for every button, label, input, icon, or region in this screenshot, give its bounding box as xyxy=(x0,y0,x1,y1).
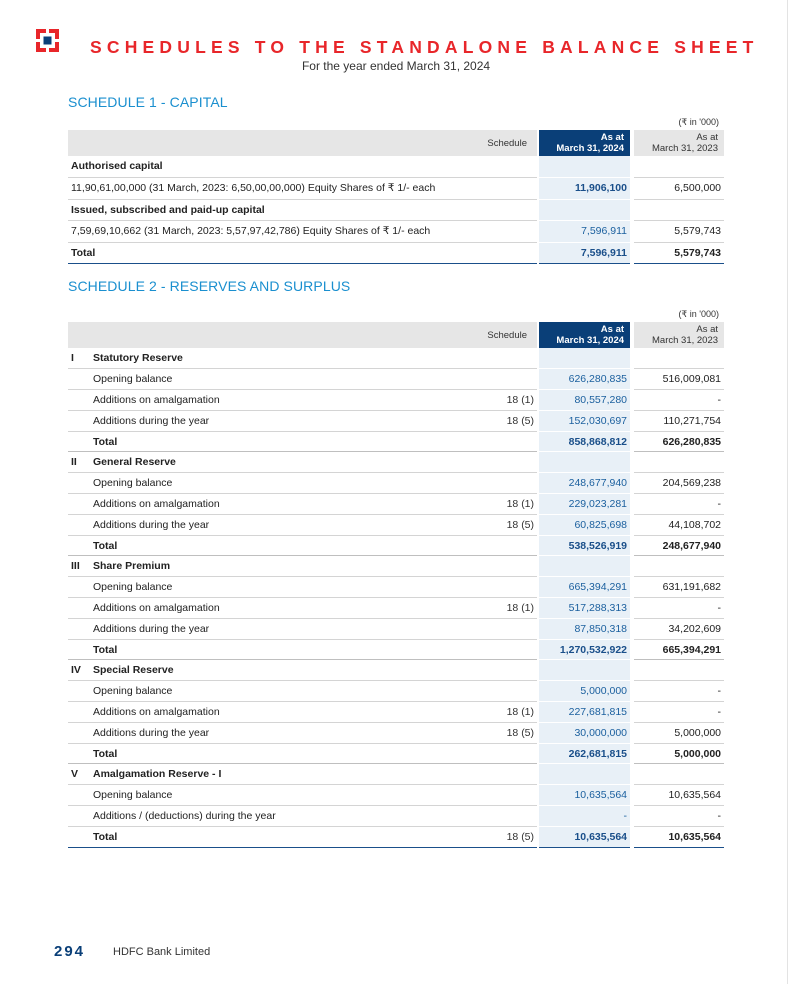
current-year-value: 248,677,940 xyxy=(539,473,630,494)
previous-year-header: As at March 31, 2023 xyxy=(634,322,724,348)
current-year-value: 227,681,815 xyxy=(539,702,630,723)
table-total-row xyxy=(68,639,724,660)
table-row xyxy=(68,702,724,723)
schedule-ref xyxy=(465,681,537,702)
section-title: Special Reserve xyxy=(90,660,537,681)
table-row xyxy=(68,618,724,639)
schedule-ref xyxy=(465,639,537,660)
schedule-2-heading: SCHEDULE 2 - RESERVES AND SURPLUS xyxy=(68,278,351,294)
row-label: Total xyxy=(90,535,465,556)
current-year-header: As at March 31, 2024 xyxy=(539,130,630,156)
table-row: Issued, subscribed and paid-up capital xyxy=(68,199,724,220)
schedule-ref xyxy=(465,785,537,806)
row-label: Opening balance xyxy=(90,369,465,390)
row-label: Additions during the year xyxy=(90,618,465,639)
page-number: 294 xyxy=(54,943,86,960)
schedule-ref xyxy=(465,473,537,494)
section-header-row xyxy=(68,348,724,369)
section-header-row xyxy=(68,764,724,785)
previous-year-value: 248,677,940 xyxy=(634,535,724,556)
table-row xyxy=(68,514,724,535)
table-row xyxy=(68,722,724,743)
current-year-value: 858,868,812 xyxy=(539,431,630,452)
previous-year-value: 204,569,238 xyxy=(634,473,724,494)
previous-year-value: 665,394,291 xyxy=(634,639,724,660)
previous-year-value: 5,000,000 xyxy=(634,743,724,764)
section-numeral: IV xyxy=(68,660,90,681)
table-header-row xyxy=(68,130,724,156)
schedule-1-units: (₹ in '000) xyxy=(678,117,719,127)
section-title: Amalgamation Reserve - I xyxy=(90,764,537,785)
table-header-row xyxy=(68,322,724,348)
previous-year-value: - xyxy=(634,806,724,827)
row-label: Additions during the year xyxy=(90,514,465,535)
footer-company-name: HDFC Bank Limited xyxy=(113,946,211,958)
section-numeral: I xyxy=(68,348,90,369)
previous-year-value: 110,271,754 xyxy=(634,410,724,431)
schedule-ref: 18 (1) xyxy=(465,598,537,619)
row-label: Opening balance xyxy=(90,785,465,806)
schedule-ref: 18 (1) xyxy=(465,702,537,723)
schedule-ref: 18 (1) xyxy=(465,390,537,411)
current-year-value: 152,030,697 xyxy=(539,410,630,431)
previous-year-value: - xyxy=(634,702,724,723)
table-row xyxy=(68,598,724,619)
schedule-2-units: (₹ in '000) xyxy=(678,309,719,319)
schedule-ref: 18 (1) xyxy=(465,494,537,515)
schedule-ref xyxy=(465,369,537,390)
current-year-value: 262,681,815 xyxy=(539,743,630,764)
current-year-value: 229,023,281 xyxy=(539,494,630,515)
schedule-ref: 18 (5) xyxy=(465,514,537,535)
row-label: Total xyxy=(90,743,465,764)
table-total-row xyxy=(68,431,724,452)
schedule-ref xyxy=(465,535,537,556)
table-row xyxy=(68,390,724,411)
schedule-ref: 18 (5) xyxy=(465,722,537,743)
table-row xyxy=(68,494,724,515)
row-label: Opening balance xyxy=(90,577,465,598)
row-label: Additions on amalgamation xyxy=(90,702,465,723)
current-year-value: 5,000,000 xyxy=(539,681,630,702)
previous-year-value: - xyxy=(634,681,724,702)
row-label: Additions on amalgamation xyxy=(90,390,465,411)
section-header-row xyxy=(68,556,724,577)
page-title: SCHEDULES TO THE STANDALONE BALANCE SHEET xyxy=(90,37,759,57)
schedule-ref: 18 (5) xyxy=(465,826,537,847)
current-year-value: 517,288,313 xyxy=(539,598,630,619)
previous-year-value: 10,635,564 xyxy=(634,785,724,806)
current-year-value: 665,394,291 xyxy=(539,577,630,598)
row-label: Additions / (deductions) during the year xyxy=(90,806,465,827)
schedule-ref: 18 (5) xyxy=(465,410,537,431)
section-numeral: V xyxy=(68,764,90,785)
row-label: Total xyxy=(90,431,465,452)
schedule-ref xyxy=(465,577,537,598)
schedule-column-header: Schedule xyxy=(68,322,537,348)
previous-year-value: - xyxy=(634,494,724,515)
table-total-row xyxy=(68,535,724,556)
table-row xyxy=(68,577,724,598)
schedule-ref xyxy=(465,806,537,827)
previous-year-value: 631,191,682 xyxy=(634,577,724,598)
table-row xyxy=(68,369,724,390)
table-row: 11,90,61,00,000 (31 March, 2023: 6,50,00,00,000) Equity Shares of ₹ 1/- each 11,906,100 6,500,000 xyxy=(68,177,724,199)
previous-year-value: 44,108,702 xyxy=(634,514,724,535)
row-label: Additions on amalgamation xyxy=(90,494,465,515)
row-label: Total xyxy=(90,826,465,847)
section-title: Share Premium xyxy=(90,556,537,577)
row-label: Additions during the year xyxy=(90,722,465,743)
previous-year-value: 626,280,835 xyxy=(634,431,724,452)
row-label: Additions during the year xyxy=(90,410,465,431)
table-total-row xyxy=(68,826,724,847)
table-total-row: Total 7,596,911 5,579,743 xyxy=(68,242,724,263)
page-subtitle: For the year ended March 31, 2024 xyxy=(301,59,491,73)
row-label: Additions on amalgamation xyxy=(90,598,465,619)
previous-year-value: 10,635,564 xyxy=(634,826,724,847)
row-label: Opening balance xyxy=(90,473,465,494)
previous-year-value: 516,009,081 xyxy=(634,369,724,390)
section-numeral: II xyxy=(68,452,90,473)
current-year-value: 538,526,919 xyxy=(539,535,630,556)
table-row xyxy=(68,410,724,431)
previous-year-value: - xyxy=(634,390,724,411)
current-year-value: 30,000,000 xyxy=(539,722,630,743)
current-year-value: 1,270,532,922 xyxy=(539,639,630,660)
current-year-header: As at March 31, 2024 xyxy=(539,322,630,348)
previous-year-value: 34,202,609 xyxy=(634,618,724,639)
table-total-row xyxy=(68,743,724,764)
row-label: Opening balance xyxy=(90,681,465,702)
schedule-1-heading: SCHEDULE 1 - CAPITAL xyxy=(68,94,228,110)
section-title: Statutory Reserve xyxy=(90,348,537,369)
current-year-value: 80,557,280 xyxy=(539,390,630,411)
schedule-ref xyxy=(465,618,537,639)
section-header-row xyxy=(68,452,724,473)
hdfc-logo-icon xyxy=(36,29,59,52)
table-row xyxy=(68,473,724,494)
current-year-value: 87,850,318 xyxy=(539,618,630,639)
schedule-ref xyxy=(465,743,537,764)
current-year-value: - xyxy=(539,806,630,827)
current-year-value: 10,635,564 xyxy=(539,826,630,847)
current-year-value: 10,635,564 xyxy=(539,785,630,806)
section-numeral: III xyxy=(68,556,90,577)
table-row xyxy=(68,785,724,806)
schedule-2-table xyxy=(68,322,724,848)
previous-year-value: - xyxy=(634,598,724,619)
schedule-1-table xyxy=(68,130,724,264)
schedule-column-header: Schedule xyxy=(68,130,537,156)
table-row: 7,59,69,10,662 (31 March, 2023: 5,57,97,42,786) Equity Shares of ₹ 1/- each 7,596,911 5,579,743 xyxy=(68,220,724,242)
schedule-ref xyxy=(465,431,537,452)
page-edge xyxy=(787,0,788,984)
current-year-value: 60,825,698 xyxy=(539,514,630,535)
row-label: Total xyxy=(90,639,465,660)
previous-year-value: 5,000,000 xyxy=(634,722,724,743)
previous-year-header: As at March 31, 2023 xyxy=(634,130,724,156)
table-row: Authorised capital xyxy=(68,156,724,177)
table-row xyxy=(68,681,724,702)
section-header-row xyxy=(68,660,724,681)
current-year-value: 626,280,835 xyxy=(539,369,630,390)
section-title: General Reserve xyxy=(90,452,537,473)
table-row xyxy=(68,806,724,827)
